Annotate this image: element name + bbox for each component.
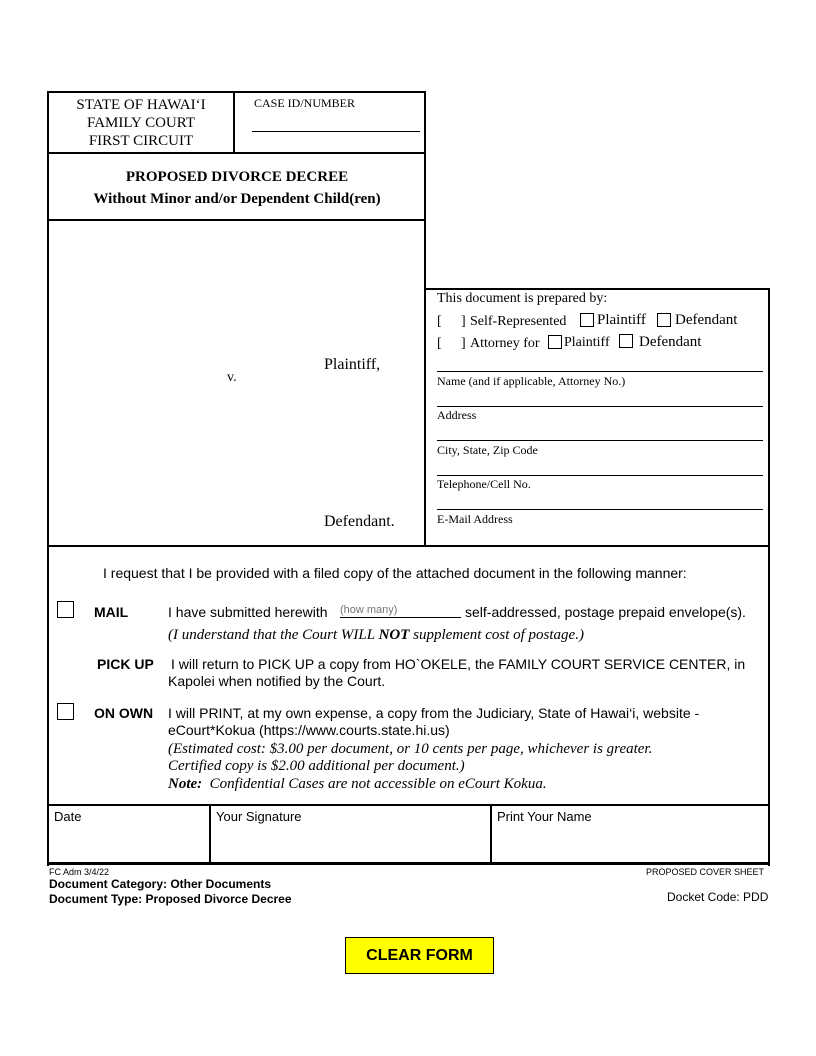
self-represented-label: Self-Represented xyxy=(470,314,567,329)
request-intro: I request that I be provided with a filed copy of the attached document in the following manner: xyxy=(103,565,687,581)
preparer-city-label: City, State, Zip Code xyxy=(437,443,538,457)
self-rep-defendant-checkbox[interactable] xyxy=(657,313,671,327)
pickup-label: PICK UP xyxy=(97,656,154,672)
case-id-underline xyxy=(252,131,420,132)
attorney-plaintiff-checkbox[interactable] xyxy=(548,335,562,349)
pickup-text: I will return to PICK UP a copy from HO`OKELE, the FAMILY COURT SERVICE CENTER, in Kapolei when notified by the Court. xyxy=(168,656,746,689)
mail-text-after: self-addressed, postage prepaid envelope(s). xyxy=(465,604,746,620)
case-id-input[interactable] xyxy=(252,112,419,130)
note-label: Note: xyxy=(168,776,203,792)
caption-left-border xyxy=(47,220,49,866)
self-rep-defendant-label: Defendant xyxy=(675,312,738,328)
signature-input[interactable] xyxy=(216,830,484,856)
confidential-note xyxy=(168,775,547,793)
self-rep-bracket-close: ] xyxy=(461,314,466,329)
print-name-label: Print Your Name xyxy=(497,809,592,824)
preparer-phone-input[interactable] xyxy=(437,458,762,474)
mail-note-post: supplement cost of postage.) xyxy=(409,627,584,643)
mail-note-not: NOT xyxy=(378,627,410,643)
preparer-city-input[interactable] xyxy=(437,423,762,439)
header-title-divider xyxy=(48,152,425,154)
docket-code: Docket Code: PDD xyxy=(667,890,769,904)
request-bottom-border xyxy=(47,804,770,806)
date-label: Date xyxy=(54,809,82,824)
attorney-bracket-close: ] xyxy=(461,336,466,351)
form-id: FC Adm 3/4/22 xyxy=(49,867,110,877)
preparer-heading: This document is prepared by: xyxy=(437,291,608,306)
preparer-address-input[interactable] xyxy=(437,389,762,405)
document-title xyxy=(49,166,425,210)
case-id-label: CASE ID/NUMBER xyxy=(254,96,356,110)
versus-label: v. xyxy=(227,370,237,385)
title-line-1: PROPOSED DIVORCE DECREE xyxy=(125,169,349,185)
cover-sheet-label: PROPOSED COVER SHEET xyxy=(646,867,765,877)
court-line-2: FAMILY COURT xyxy=(86,115,196,131)
title-line-2: Without Minor and/or Dependent Child(ren) xyxy=(93,191,381,207)
on-own-cost-line-2: Certified copy is $2.00 additional per document.) xyxy=(168,758,465,774)
print-name-input[interactable] xyxy=(497,830,762,856)
self-rep-plaintiff-label: Plaintiff xyxy=(597,312,646,328)
document-category: Document Category: Other Documents xyxy=(49,877,272,891)
signature-bottom-border xyxy=(47,862,770,865)
mail-label: MAIL xyxy=(94,604,129,620)
envelope-count-input[interactable] xyxy=(340,602,460,617)
attorney-for-label: Attorney for xyxy=(470,336,540,351)
plaintiff-label: Plaintiff, xyxy=(324,356,381,373)
date-input[interactable] xyxy=(54,830,204,856)
attorney-bracket-open: [ xyxy=(437,336,442,351)
on-own-text: I will PRINT, at my own expense, a copy from the Judiciary, State of Hawai‘i, website - eCourt*Kokua (https://www.courts.state.hi.us) xyxy=(168,705,700,738)
signature-divider-1 xyxy=(209,805,211,863)
clear-form-button[interactable]: CLEAR FORM xyxy=(345,937,494,974)
form-right-border xyxy=(768,288,770,866)
preparer-email-line xyxy=(437,509,763,510)
attorney-defendant-checkbox[interactable] xyxy=(619,334,633,348)
on-own-label: ON OWN xyxy=(94,705,154,721)
mail-checkbox[interactable] xyxy=(57,601,74,618)
header-divider xyxy=(233,92,235,153)
mail-text-before: I have submitted herewith xyxy=(168,604,328,620)
self-rep-plaintiff-checkbox[interactable] xyxy=(580,313,594,327)
caption-bottom-border xyxy=(47,545,770,547)
caption-right-border xyxy=(424,220,426,546)
on-own-checkbox[interactable] xyxy=(57,703,74,720)
envelope-count-line xyxy=(340,617,461,618)
court-name xyxy=(49,96,233,150)
preparer-phone-label: Telephone/Cell No. xyxy=(437,477,531,491)
preparer-top-border xyxy=(425,288,770,290)
preparer-name-label: Name (and if applicable, Attorney No.) xyxy=(437,374,626,388)
on-own-cost-line-1: (Estimated cost: $3.00 per document, or 10 cents per page, whichever is greater. xyxy=(168,741,653,757)
mail-postage-note xyxy=(168,626,584,644)
preparer-address-label: Address xyxy=(437,408,477,422)
preparer-address-line xyxy=(437,406,763,407)
document-type: Document Type: Proposed Divorce Decree xyxy=(49,892,292,906)
preparer-city-line xyxy=(437,440,763,441)
preparer-name-input[interactable] xyxy=(437,354,762,370)
defendant-label: Defendant. xyxy=(324,513,395,530)
attorney-defendant-label: Defendant xyxy=(639,334,702,350)
mail-note-pre: (I understand that the Court WILL xyxy=(168,627,379,643)
self-rep-bracket-open: [ xyxy=(437,314,442,329)
attorney-plaintiff-label: Plaintiff xyxy=(564,335,610,350)
court-line-3: FIRST CIRCUIT xyxy=(88,133,194,149)
preparer-email-label: E-Mail Address xyxy=(437,512,513,526)
preparer-phone-line xyxy=(437,475,763,476)
court-line-1: STATE OF HAWAI‘I xyxy=(76,97,206,113)
signature-label: Your Signature xyxy=(216,809,302,824)
signature-divider-2 xyxy=(490,805,492,863)
preparer-email-input[interactable] xyxy=(437,492,762,508)
note-text: Confidential Cases are not accessible on eCourt Kokua. xyxy=(209,776,547,792)
preparer-name-line xyxy=(437,371,763,372)
